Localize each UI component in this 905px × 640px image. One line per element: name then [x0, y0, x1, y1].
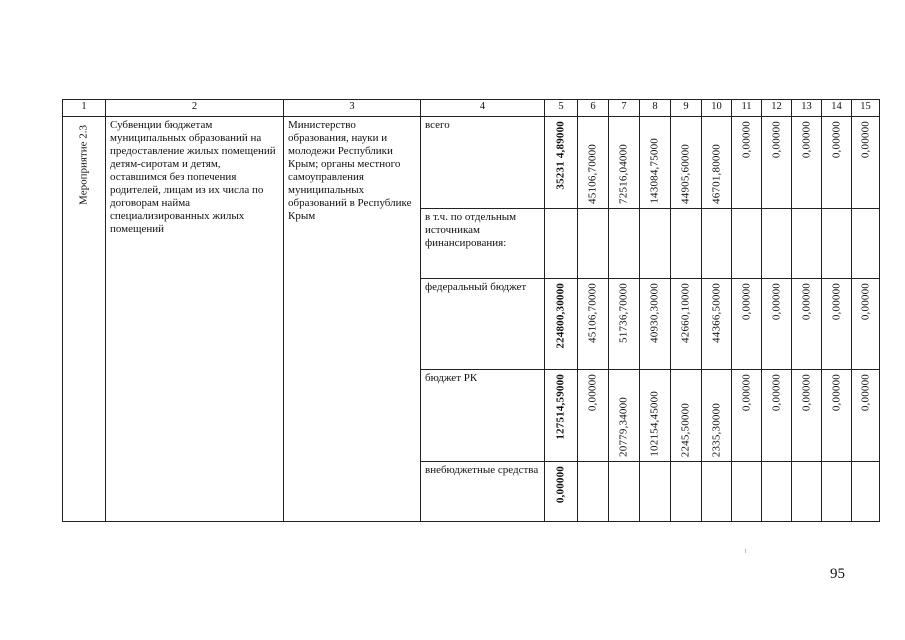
value-cell: [578, 209, 609, 279]
value-cell: [640, 462, 671, 522]
table-row-total: [63, 117, 880, 209]
value-text: 0,00000: [770, 121, 782, 159]
value-text: 46701,80000: [710, 144, 722, 204]
column-header: 6: [578, 100, 609, 117]
value-text: 42660,10000: [679, 283, 692, 343]
value-cell: [852, 209, 880, 279]
value-cell: [852, 279, 880, 370]
value-cell: [762, 117, 792, 209]
value-text: 0,00000: [859, 283, 871, 321]
value-text: 0,00000: [740, 121, 752, 159]
value-text: 44905,60000: [679, 144, 692, 204]
value-cell: [578, 279, 609, 370]
value-cell: [671, 117, 702, 209]
value-cell: [732, 117, 762, 209]
value-text: 51736,70000: [617, 283, 630, 343]
value-cell: [732, 279, 762, 370]
scan-mark: [745, 549, 746, 553]
value-text: 0,00000: [800, 121, 812, 159]
value-cell: [792, 209, 822, 279]
value-cell: [609, 370, 640, 462]
description-cell: Субвенции бюджетам муниципальных образований на предоставление жилых помещений детям-сиротам и детям, оставшимся без попечения родителей, лицам из их числа по договорам найма специализированных жилых помещений: [106, 117, 284, 522]
value-cell: [822, 279, 852, 370]
event-label-cell: [63, 117, 106, 522]
value-cell: [762, 462, 792, 522]
event-label: Мероприятие 2.3: [77, 125, 90, 205]
value-text: 2245,50000: [679, 402, 692, 457]
value-text: 0,00000: [740, 374, 752, 412]
value-text: 224800,30000: [554, 283, 567, 349]
value-cell: [822, 462, 852, 522]
column-header: 1: [63, 100, 106, 117]
source-cell: бюджет РК: [421, 370, 545, 462]
source-cell: федеральный бюджет: [421, 279, 545, 370]
column-header: 14: [822, 100, 852, 117]
value-cell: [609, 117, 640, 209]
value-text: 45106,70000: [586, 144, 599, 204]
value-cell: [732, 462, 762, 522]
column-header: 10: [702, 100, 732, 117]
value-cell: [732, 370, 762, 462]
value-text: 143084,75000: [648, 138, 661, 204]
column-header: 13: [792, 100, 822, 117]
column-header: 5: [545, 100, 578, 117]
value-cell: [702, 462, 732, 522]
column-header: 2: [106, 100, 284, 117]
value-text: 20779,34000: [617, 397, 630, 457]
value-text: 44366,50000: [710, 283, 722, 343]
source-cell: в т.ч. по отдельным источникам финансирования:: [421, 209, 545, 279]
column-header: 7: [609, 100, 640, 117]
value-cell: [609, 462, 640, 522]
value-cell: [671, 209, 702, 279]
value-cell: [640, 279, 671, 370]
value-cell: [578, 117, 609, 209]
value-text: 0,00000: [830, 121, 842, 159]
value-cell: [545, 209, 578, 279]
value-text: 35231 4,89000: [554, 121, 567, 190]
value-cell: [732, 209, 762, 279]
value-text: 0,00000: [586, 374, 599, 412]
value-cell: [792, 462, 822, 522]
value-text: 45106,70000: [586, 283, 599, 343]
value-text: 0,00000: [859, 121, 871, 159]
value-cell: [822, 117, 852, 209]
value-text: 0,00000: [800, 374, 812, 412]
value-cell: [852, 462, 880, 522]
value-cell: [545, 462, 578, 522]
value-cell: [545, 117, 578, 209]
column-header: 11: [732, 100, 762, 117]
value-cell: [762, 209, 792, 279]
value-cell: [609, 209, 640, 279]
column-header: 8: [640, 100, 671, 117]
source-cell: внебюджетные средства: [421, 462, 545, 522]
value-cell: [671, 279, 702, 370]
value-cell: [762, 279, 792, 370]
value-text: 0,00000: [859, 374, 871, 412]
column-header: 4: [421, 100, 545, 117]
value-text: 72516,04000: [617, 144, 630, 204]
value-cell: [671, 462, 702, 522]
value-cell: [640, 370, 671, 462]
value-cell: [702, 279, 732, 370]
value-cell: [640, 117, 671, 209]
value-cell: [640, 209, 671, 279]
value-cell: [545, 279, 578, 370]
value-text: 0,00000: [770, 283, 782, 321]
value-cell: [852, 370, 880, 462]
value-cell: [702, 370, 732, 462]
value-cell: [609, 279, 640, 370]
value-text: 0,00000: [740, 283, 752, 321]
value-cell: [792, 370, 822, 462]
value-cell: [702, 117, 732, 209]
value-cell: [852, 117, 880, 209]
value-cell: [762, 370, 792, 462]
value-text: 40930,30000: [648, 283, 661, 343]
value-text: 127514,59000: [554, 374, 567, 440]
column-header: 3: [284, 100, 421, 117]
column-number-row: [63, 100, 880, 117]
value-cell: [822, 370, 852, 462]
value-cell: [702, 209, 732, 279]
value-cell: [822, 209, 852, 279]
value-cell: [792, 279, 822, 370]
value-cell: [792, 117, 822, 209]
column-header: 12: [762, 100, 792, 117]
financing-table: [62, 99, 880, 522]
value-cell: [671, 370, 702, 462]
column-header: 9: [671, 100, 702, 117]
value-text: 0,00000: [830, 374, 842, 412]
page-number: 95: [830, 566, 845, 582]
value-cell: [545, 370, 578, 462]
value-text: 102154,45000: [648, 391, 661, 457]
source-cell: всего: [421, 117, 545, 209]
value-text: 0,00000: [830, 283, 842, 321]
value-cell: [578, 370, 609, 462]
value-text: 0,00000: [770, 374, 782, 412]
value-cell: [578, 462, 609, 522]
value-text: 0,00000: [554, 466, 567, 504]
column-header: 15: [852, 100, 880, 117]
executor-cell: Министерство образования, науки и молодежи Республики Крым; органы местного самоуправления муниципальных образований в Республике Крым: [284, 117, 421, 522]
value-text: 0,00000: [800, 283, 812, 321]
value-text: 2335,30000: [710, 402, 722, 457]
